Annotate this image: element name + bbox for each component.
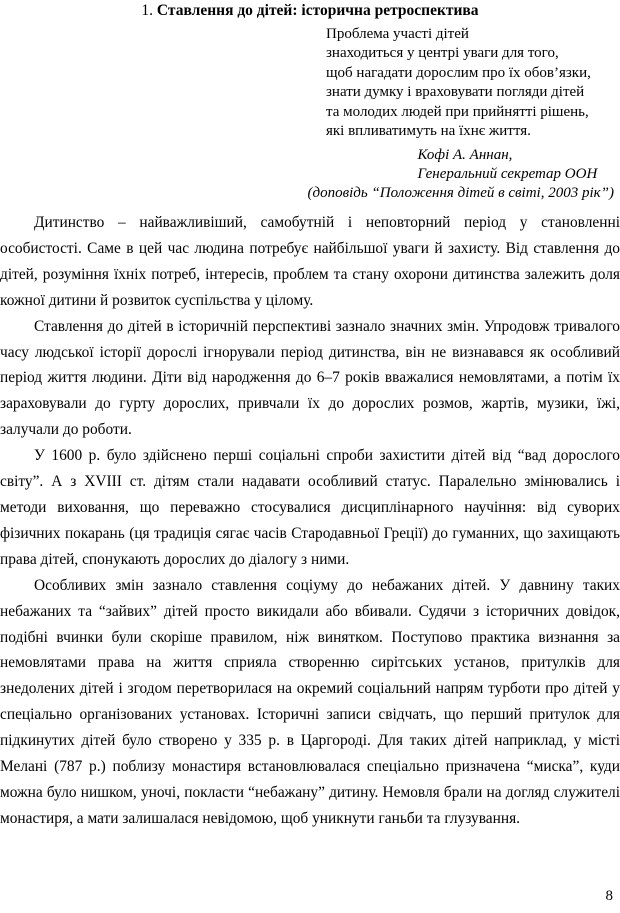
epigraph <box>326 25 616 141</box>
page-number: 8 <box>605 888 613 904</box>
attribution-source: (доповідь “Положення дітей в світі, 2003 рік”) <box>307 185 614 202</box>
section-number: 1. <box>141 2 154 19</box>
epigraph-line: які впливатимуть на їхнє життя. <box>326 123 531 140</box>
epigraph-line: та молодих людей при прийнятті рішень, <box>326 103 589 120</box>
epigraph-line: Проблема участі дітей <box>326 26 469 42</box>
epigraph-line: знаходиться у центрі уваги для того, <box>326 45 559 62</box>
attribution-author: Кофі А. Аннан, <box>417 147 513 163</box>
paragraph: У 1600 р. було здійснено перші соціальні спроби захистити дітей від “вад дорослого світу”. А з XVIII ст. дітям стали надавати особливий статус. Паралельно змінювались і методи виховання, що переважно стосувалися дисциплінарного научіння: від суворих фізичних покарань (ця традиція сягає часів Стародавньої Греції) до гуманних, що захищають права дітей, спонукають дорослих до діалогу з ними. <box>0 447 620 568</box>
paragraph: Ставлення до дітей в історичній перспективі зазнало значних змін. Упродовж тривалого часу людської історії дорослі ігнорували період дитинства, він не визнавався як особливий період життя людини. Діти від народження до 6–7 років вважалися немовлятами, а потім їх зараховували до гурту дорослих, привчали їх до дорослих розмов, жартів, музики, їжі, залучали до роботи. <box>0 317 620 439</box>
attribution-position: Генеральний секретар ООН <box>417 166 598 183</box>
paragraph: Особливих змін зазнало ставлення соціуму до небажаних дітей. У давнину таких небажаних та “зайвих” дітей просто викидали або вбивали. Судячи з історичних довідок, подібні вчинки були скоріше правилом, ніж винятком. Поступово практика визнання за немовлятами права на життя сприяла створенню сирітських установ, притулків для знедолених дітей і згодом перетворилася на окремий соціальний напрям турботи про дітей у спеціально організованих установах. Історичні записи свідчать, що перший притулок для підкинутих дітей було створено у 335 р. в Царгороді. Для таких дітей наприклад, у місті Мелані (787 р.) поблизу монастиря встановлювалася спеціально призначена “миска”, куди можна було нишком, уночі, покласти “небажану” дитину. Немовля брали на догляд служителі монастиря, а мати залишалася невідомою, щоб уникнути ганьби та глузування. <box>0 576 620 827</box>
body-text <box>0 210 620 832</box>
section-title: Ставлення до дітей: історична ретроспектива <box>156 2 479 19</box>
epigraph-line: знати думку і враховувати погляди дітей <box>326 84 585 101</box>
epigraph-line: щоб нагадати дорослим про їх обов’язки, <box>326 64 591 81</box>
epigraph-attribution <box>308 146 614 204</box>
section-heading <box>0 2 620 20</box>
paragraph: Дитинство – найважливіший, самобутній і неповторний період у становленні особистості. Саме в цей час людина потребує найбільшої уваги й захисту. Від ставлення до дітей, розуміння їхніх потреб, інтересів, проблем та стану охорони дитинства залежить доля кожної дитини й розвиток суспільства у цілому. <box>0 214 620 309</box>
